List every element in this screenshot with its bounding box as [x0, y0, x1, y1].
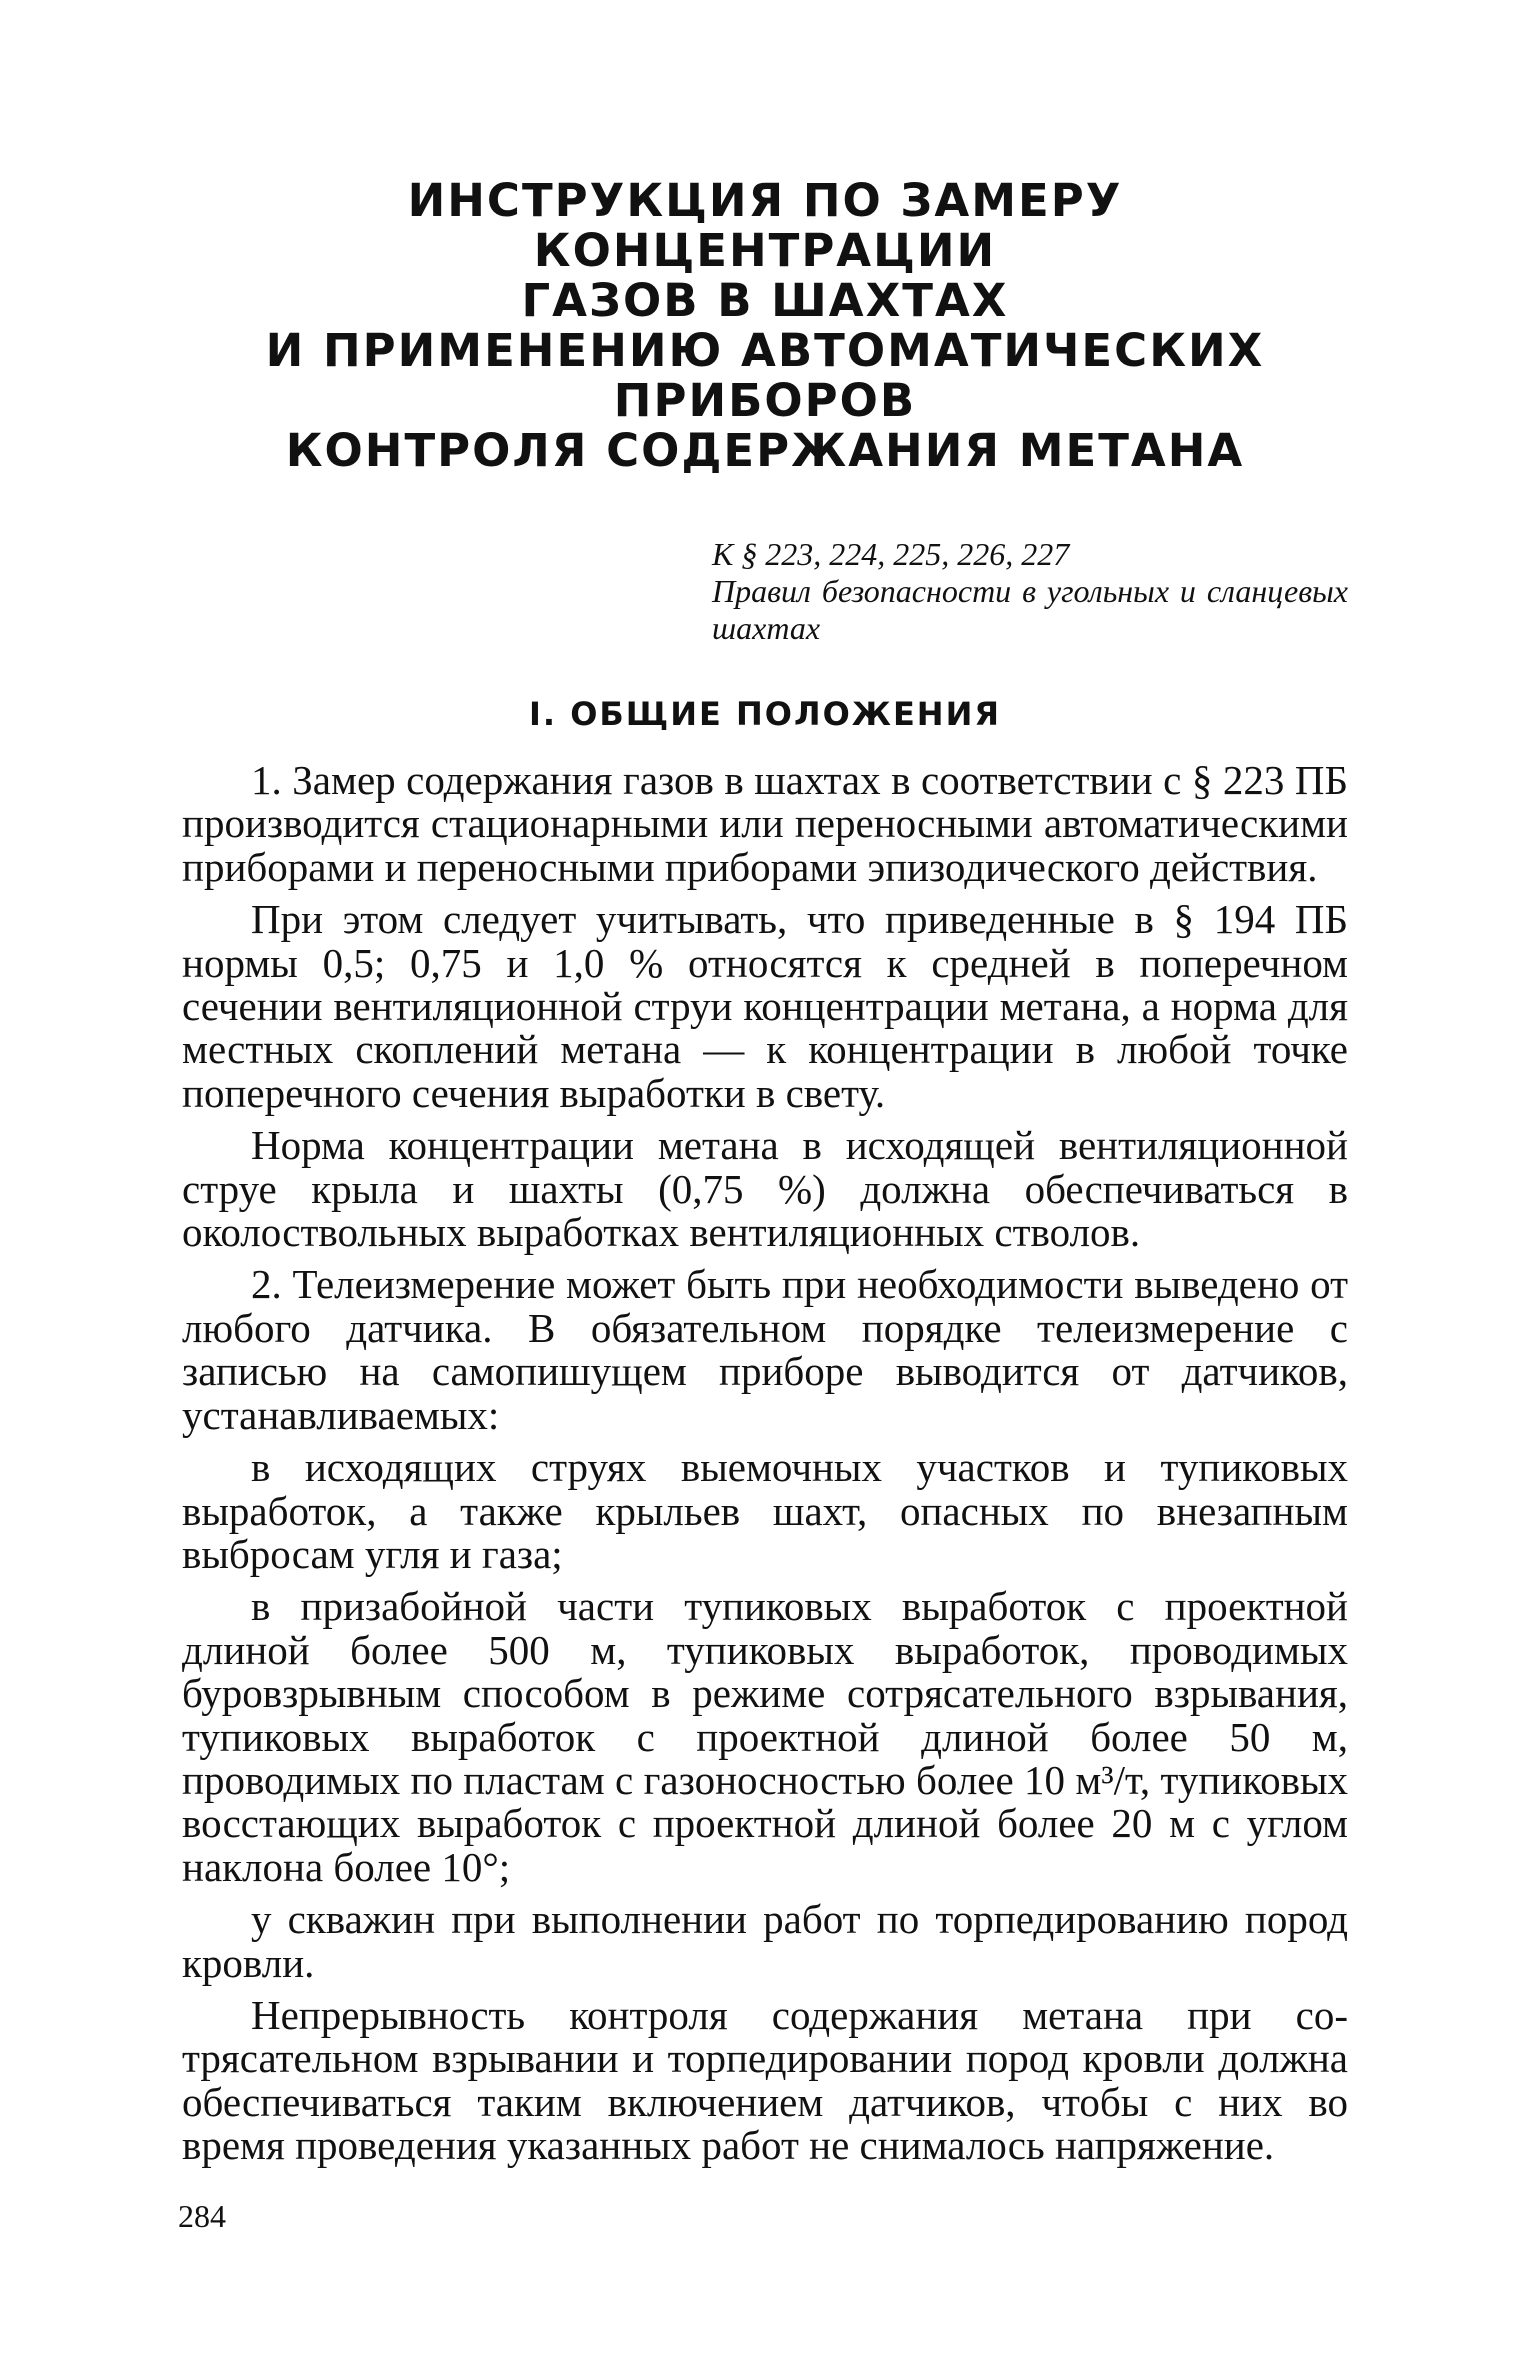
paragraph: у скважин при выполнении работ по торпедированию пород кровли. — [182, 1896, 1348, 1986]
paragraph: Норма концентрации метана в исходящей вентиляционной струе крыла и шахты (0,75 %) должна обеспечиваться в околоствольных выработках вентиляционных стволов. — [182, 1122, 1348, 1256]
epigraph-reference: К § 223, 224, 225, 226, 227 — [712, 536, 1070, 572]
section-heading: I. ОБЩИЕ ПОЛОЖЕНИЯ — [529, 695, 1001, 733]
paragraph: 1. Замер содержания газов в шахтах в соответствии с § 223 ПБ производится стационарными или переносными автоматическими приборами и переносными приборами эпизодического действия. — [182, 757, 1348, 890]
document-page — [182, 176, 1348, 2168]
body-text — [182, 759, 1348, 2168]
paragraph: 2. Телеизмерение может быть при необходимости выведено от любого датчика. В обязательном порядке телеизмерение с записью на самопишущем приборе выводится от датчиков, устанавливаемых: — [182, 1261, 1348, 1438]
paragraph: Непрерывность контроля содержания метана при сотрясательном взрывании и торпедировании пород кровли должна обеспечиваться таким включением датчиков, чтобы с них во время проведения указанных работ не снималось напряжение. — [182, 1991, 1348, 2169]
title-line-4: КОНТРОЛЯ СОДЕРЖАНИЯ МЕТАНА — [285, 424, 1245, 477]
page-number: 284 — [178, 2198, 226, 2234]
document-title — [182, 176, 1348, 476]
epigraph-source: Правил безопасности в угольных и сланцевых шахтах — [712, 573, 1348, 646]
title-line-2: ГАЗОВ В ШАХТАХ — [521, 274, 1009, 327]
paragraph: При этом следует учитывать, что приведенные в § 194 ПБ нормы 0,5; 0,75 и 1,0 % относятся к средней в поперечном сечении вентиляционной струи концентрации метана, а норма для местных скоплений метана — к концентрации в любой точке поперечного сечения выработки в свету. — [182, 896, 1348, 1116]
paragraph: в исходящих струях выемочных участков и тупиковых выработок, а также крыльев шахт, опасных по внезапным выбросам угля и газа; — [182, 1444, 1348, 1577]
title-line-1: ИНСТРУКЦИЯ ПО ЗАМЕРУ КОНЦЕНТРАЦИИ — [407, 174, 1123, 277]
paragraph: в призабойной части тупиковых выработок с проектной длиной более 500 м, тупиковых выработок, проводимых буровзрывным способом в режиме сотрясательного взрывания, тупиковых выработок с проектной длиной более 50 м, проводимых по пластам с газоносностью более 10 м³/т, тупиковых восстающих выработок с проектной длиной более 20 м с углом наклона более 10°; — [182, 1583, 1348, 1890]
epigraph — [712, 536, 1348, 647]
title-line-3: И ПРИМЕНЕНИЮ АВТОМАТИЧЕСКИХ ПРИБОРОВ — [265, 324, 1265, 427]
